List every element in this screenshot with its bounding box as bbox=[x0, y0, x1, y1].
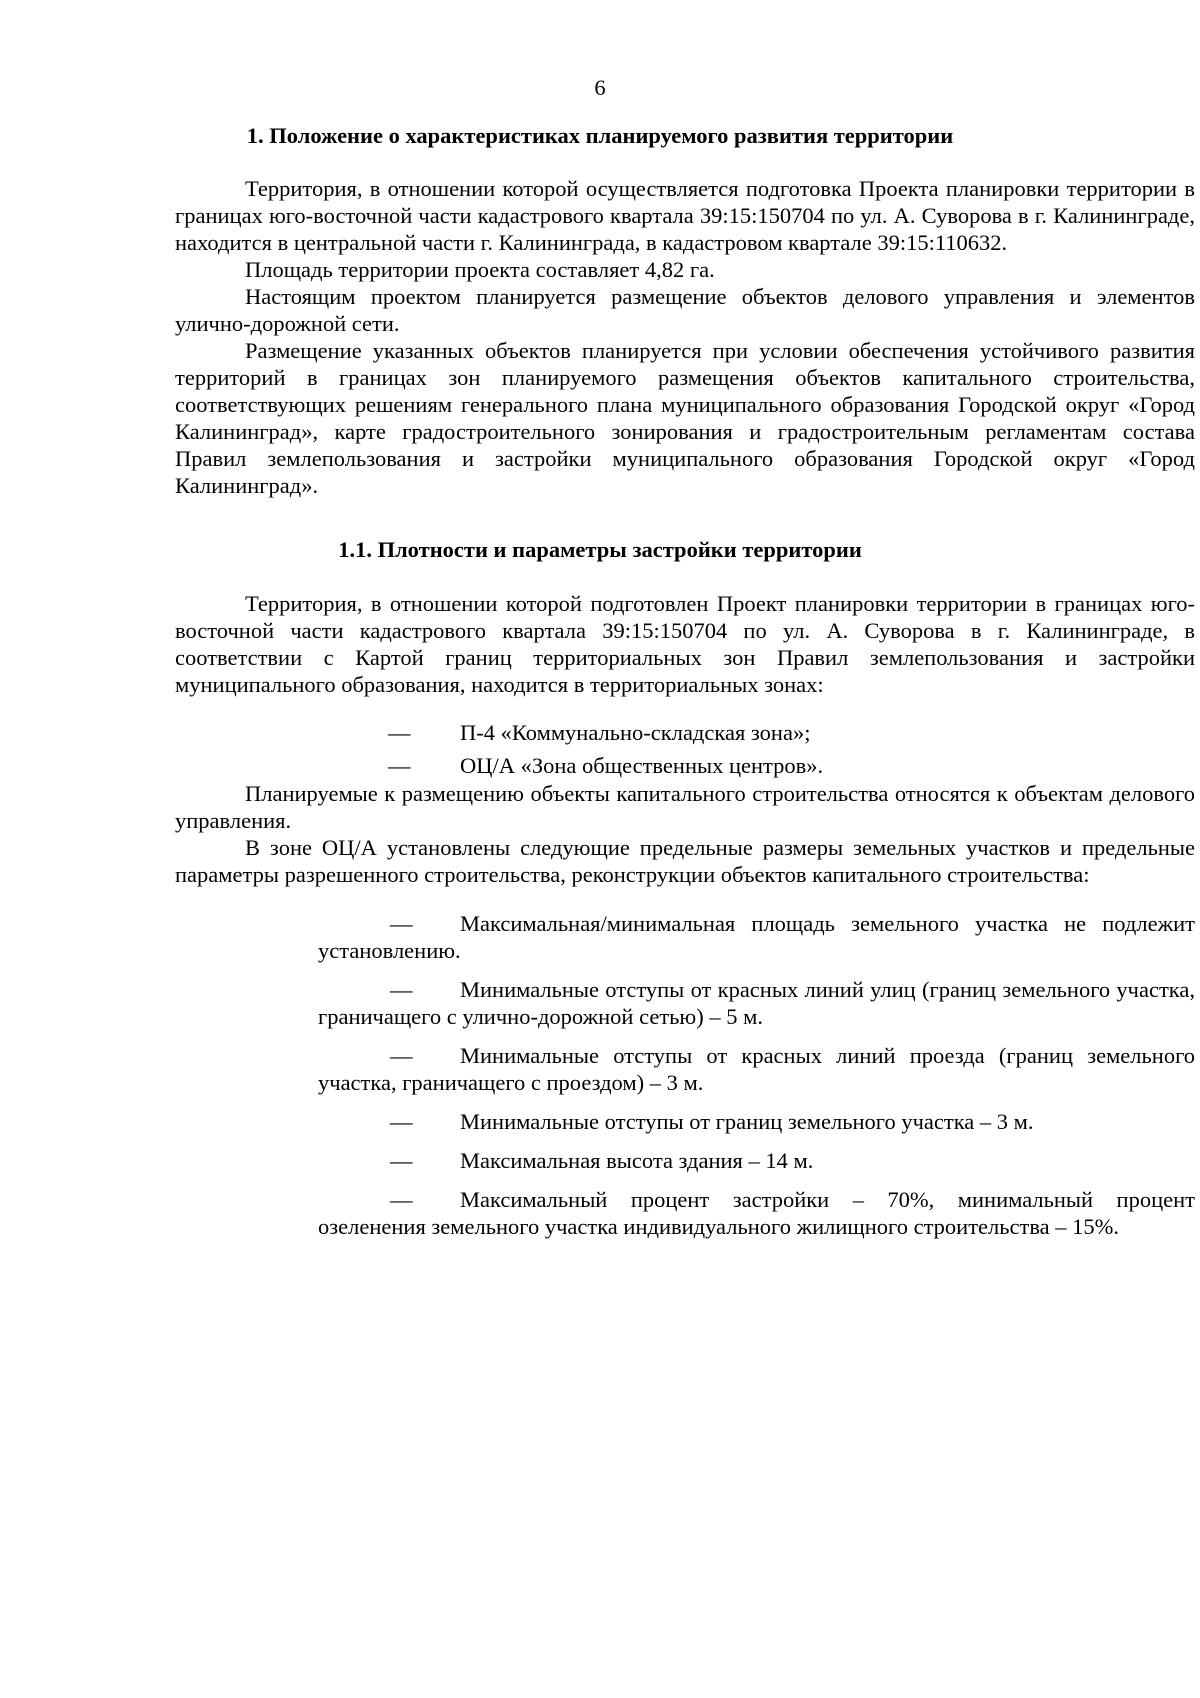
dash-bullet: — bbox=[390, 977, 413, 1002]
zone-list bbox=[175, 719, 1195, 779]
paragraph: Настоящим проектом планируется размещение объектов делового управления и элементов улично-дорожной сети. bbox=[175, 284, 1195, 336]
dash-bullet: — bbox=[390, 1148, 413, 1173]
paragraph: Территория, в отношении которой осуществляется подготовка Проекта планировки территории в границах юго-восточной части кадастрового квартала 39:15:150704 по ул. А. Суворова в г. Калининграде, находится в центральной части г. Калининграда, в кадастровом квартале 39:15:110632. bbox=[175, 176, 1195, 255]
parameter-item: Минимальные отступы от красных линий проезда (границ земельного участка, граничащего с проездом) – 3 м. bbox=[318, 1043, 1195, 1095]
dash-bullet: — bbox=[390, 911, 413, 936]
dash-bullet: — bbox=[388, 720, 411, 745]
list-item bbox=[175, 752, 1195, 779]
section-heading-1: 1. Положение о характеристиках планируемого развития территории bbox=[246, 123, 954, 148]
dash-bullet: — bbox=[390, 1109, 413, 1134]
dash-bullet: — bbox=[388, 753, 411, 778]
section-2-intro bbox=[175, 590, 1195, 698]
paragraph: Размещение указанных объектов планируется при условии обеспечения устойчивого развития территорий в границах зон планируемого размещения объектов капитального строительства, соответствующих решениям генерального плана муниципального образования Городской округ «Город Калининград», карте градостроительного зонирования и градостроительным регламентам состава Правил землепользования и застройки муниципального образования Городской округ «Город Калининград». bbox=[175, 338, 1195, 498]
parameter-item: Максимальная высота здания – 14 м. bbox=[460, 1148, 814, 1173]
dash-bullet: — bbox=[390, 1187, 413, 1212]
parameter-item: Максимальная/минимальная площадь земельного участка не подлежит установлению. bbox=[318, 911, 1195, 963]
section-1-body bbox=[175, 175, 1195, 499]
paragraph: Планируемые к размещению объекты капитального строительства относятся к объектам делового управления. bbox=[175, 781, 1195, 833]
list-item bbox=[175, 719, 1195, 752]
paragraph: Площадь территории проекта составляет 4,82 га. bbox=[245, 257, 715, 282]
parameter-item: Минимальные отступы от красных линий улиц (границ земельного участка, граничащего с улично-дорожной сетью) – 5 м. bbox=[318, 977, 1195, 1029]
list-item bbox=[318, 1186, 1195, 1240]
dash-bullet: — bbox=[390, 1043, 413, 1068]
zone-item: ОЦ/А «Зона общественных центров». bbox=[460, 753, 824, 778]
zone-item: П-4 «Коммунально-складская зона»; bbox=[460, 720, 811, 745]
section-heading-2: 1.1. Плотности и параметры застройки территории bbox=[338, 537, 862, 562]
page-number: 6 bbox=[594, 75, 606, 100]
list-item bbox=[318, 1042, 1195, 1096]
paragraph: Территория, в отношении которой подготовлен Проект планировки территории в границах юго-восточной части кадастрового квартала 39:15:150704 по ул. А. Суворова в г. Калининграде, в соответствии с Картой границ территориальных зон Правил землепользования и застройки муниципального образования, находится в территориальных зонах: bbox=[175, 591, 1195, 697]
list-item bbox=[318, 910, 1195, 964]
parameter-list bbox=[318, 910, 1195, 1252]
paragraph: В зоне ОЦ/А установлены следующие предельные размеры земельных участков и предельные параметры разрешенного строительства, реконструкции объектов капитального строительства: bbox=[175, 835, 1195, 887]
list-item bbox=[318, 1108, 1195, 1135]
list-item bbox=[318, 976, 1195, 1030]
parameter-item: Минимальные отступы от границ земельного участка – 3 м. bbox=[460, 1109, 1034, 1134]
section-2-body bbox=[175, 780, 1195, 888]
parameter-item: Максимальный процент застройки – 70%, минимальный процент озеленения земельного участка индивидуального жилищного строительства – 15%. bbox=[318, 1187, 1195, 1239]
list-item bbox=[318, 1147, 1195, 1174]
